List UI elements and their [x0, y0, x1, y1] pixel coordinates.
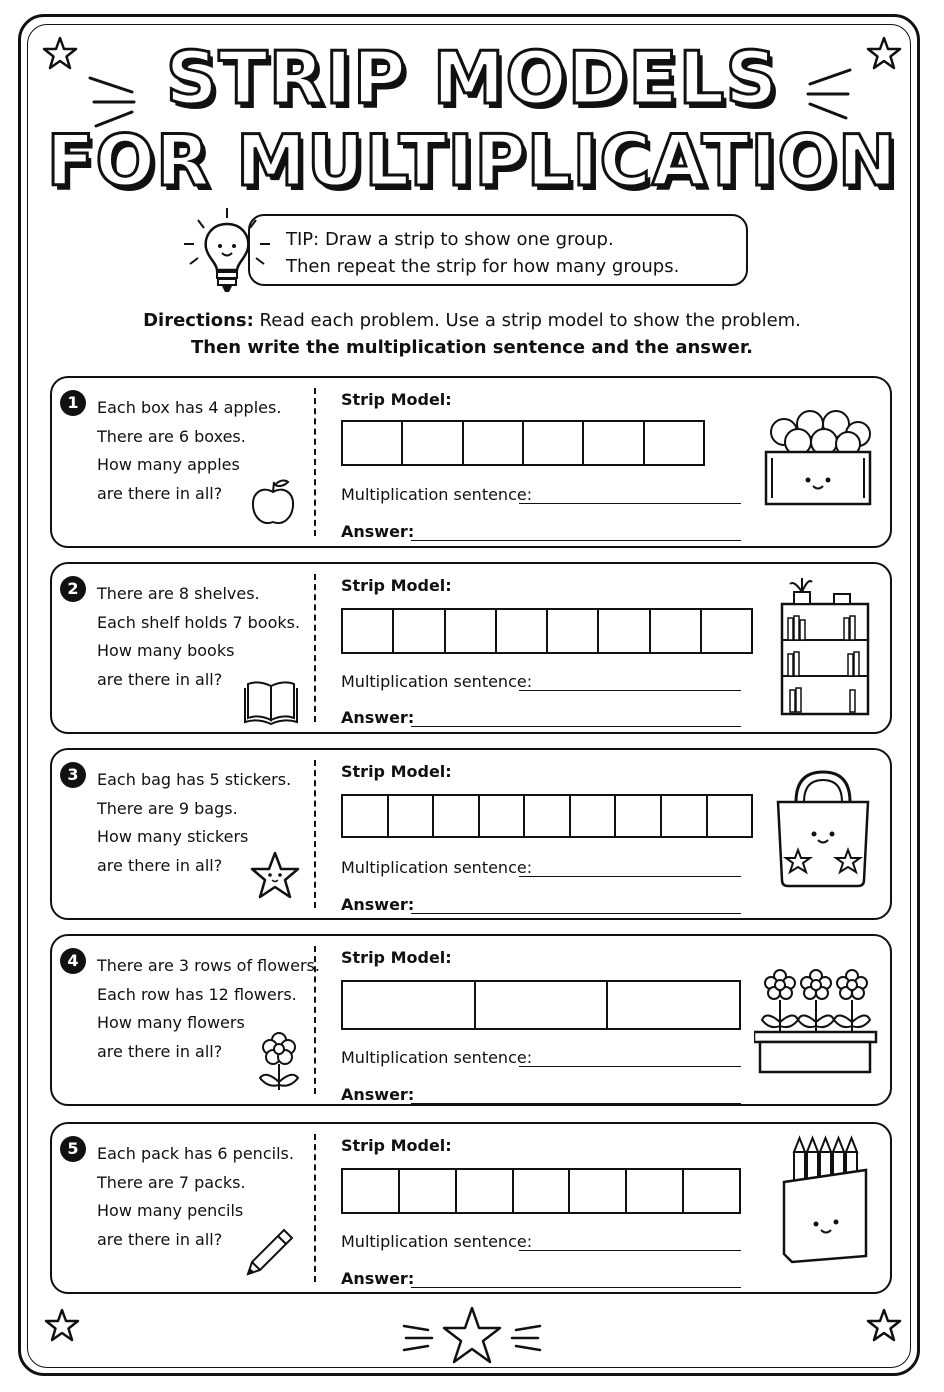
problem-number: 4	[60, 948, 86, 974]
strip-cell[interactable]	[684, 1170, 739, 1212]
strip-cell[interactable]	[570, 1170, 627, 1212]
problem-card	[50, 562, 892, 734]
strip-cell[interactable]	[514, 1170, 571, 1212]
multiplication-sentence-label: Multiplication sentence:	[341, 858, 533, 877]
strip-model-label: Strip Model:	[341, 390, 452, 409]
strip-cell[interactable]	[403, 422, 463, 464]
problem-text-line: There are 8 shelves.	[97, 584, 260, 603]
problem-card	[50, 748, 892, 920]
answer-line[interactable]	[411, 540, 741, 541]
strip-cell[interactable]	[662, 796, 708, 836]
flower-planter-icon	[754, 964, 878, 1076]
answer-line[interactable]	[411, 726, 741, 727]
problem-text-line: How many books	[97, 641, 235, 660]
multiplication-sentence-label: Multiplication sentence:	[341, 1232, 533, 1251]
problem-card	[50, 934, 892, 1106]
strip-cell[interactable]	[343, 982, 476, 1028]
problem-text-line: are there in all?	[97, 669, 223, 689]
multiplication-sentence-line[interactable]	[519, 503, 741, 504]
problem-text-line: are there in all?	[97, 855, 223, 875]
page-title-line1: STRIP MODELS	[165, 36, 779, 120]
strip-model-label: Strip Model:	[341, 576, 452, 595]
problem-text-line: How many stickers	[97, 827, 249, 846]
strip-cell[interactable]	[627, 1170, 684, 1212]
problem-number: 5	[60, 1136, 86, 1162]
strip-cell[interactable]	[651, 610, 702, 652]
directions-text-1: Read each problem. Use a strip model to show the problem.	[253, 310, 801, 331]
problem-card	[50, 376, 892, 548]
strip-cell[interactable]	[343, 422, 403, 464]
apple-crate-icon	[758, 402, 880, 514]
strip-cell[interactable]	[343, 796, 389, 836]
strip-model[interactable]	[341, 420, 705, 466]
strip-cell[interactable]	[608, 982, 739, 1028]
directions-label: Directions:	[143, 310, 254, 331]
problem-number: 3	[60, 762, 86, 788]
answer-label: Answer:	[341, 1085, 415, 1104]
strip-model[interactable]	[341, 1168, 741, 1214]
strip-cell[interactable]	[497, 610, 548, 652]
open-book-icon	[244, 674, 302, 726]
star-icon	[44, 1308, 80, 1344]
apple-icon	[248, 476, 302, 534]
problem-text-line: There are 7 packs.	[97, 1172, 246, 1192]
answer-label: Answer:	[341, 1269, 415, 1288]
strip-cell[interactable]	[343, 610, 394, 652]
strip-cell[interactable]	[457, 1170, 514, 1212]
answer-line[interactable]	[411, 1287, 741, 1288]
strip-cell[interactable]	[394, 610, 445, 652]
strip-cell[interactable]	[464, 422, 524, 464]
strip-cell[interactable]	[480, 796, 526, 836]
problem-text-line: are there in all?	[97, 1229, 223, 1249]
strip-cell[interactable]	[708, 796, 752, 836]
strip-cell[interactable]	[434, 796, 480, 836]
problem-text-line: are there in all?	[97, 1041, 223, 1061]
pencil-icon	[240, 1224, 300, 1282]
tip-box	[248, 214, 748, 286]
bottom-star-decoration	[400, 1304, 544, 1368]
problem-text-line: How many flowers	[97, 1013, 245, 1032]
answer-label: Answer:	[341, 708, 415, 727]
tote-bag-icon	[768, 764, 880, 894]
strip-model[interactable]	[341, 980, 741, 1030]
strip-model-label: Strip Model:	[341, 948, 452, 967]
strip-cell[interactable]	[702, 610, 751, 652]
problem-text-line: How many apples	[97, 455, 240, 474]
strip-model[interactable]	[341, 608, 753, 654]
strip-cell[interactable]	[343, 1170, 400, 1212]
problem-text-line: Each row has 12 flowers.	[97, 984, 297, 1004]
strip-cell[interactable]	[548, 610, 599, 652]
strip-cell[interactable]	[599, 610, 650, 652]
answer-label: Answer:	[341, 522, 415, 541]
strip-cell[interactable]	[389, 796, 435, 836]
strip-cell[interactable]	[446, 610, 497, 652]
strip-model-label: Strip Model:	[341, 762, 452, 781]
problem-text-line: There are 9 bags.	[97, 798, 238, 818]
strip-cell[interactable]	[524, 422, 584, 464]
multiplication-sentence-label: Multiplication sentence:	[341, 485, 533, 504]
strip-cell[interactable]	[645, 422, 703, 464]
multiplication-sentence-line[interactable]	[519, 690, 741, 691]
problem-number: 1	[60, 390, 86, 416]
star-icon	[866, 1308, 902, 1344]
tip-line-1: TIP: Draw a strip to show one group.	[286, 229, 614, 250]
answer-line[interactable]	[411, 1103, 741, 1104]
answer-line[interactable]	[411, 913, 741, 914]
problem-number: 2	[60, 576, 86, 602]
answer-label: Answer:	[341, 895, 415, 914]
problem-text-line: There are 6 boxes.	[97, 426, 246, 446]
pencil-pack-icon	[770, 1130, 880, 1270]
strip-cell[interactable]	[476, 982, 609, 1028]
problem-text-line: How many pencils	[97, 1201, 244, 1220]
strip-cell[interactable]	[616, 796, 662, 836]
problem-text-line: are there in all?	[97, 483, 223, 503]
burst-lines-icon	[804, 62, 854, 122]
star-icon	[248, 850, 302, 904]
problem-text-line: Each pack has 6 pencils.	[97, 1144, 294, 1163]
strip-cell[interactable]	[584, 422, 644, 464]
problem-text-line: Each shelf holds 7 books.	[97, 612, 301, 632]
multiplication-sentence-label: Multiplication sentence:	[341, 672, 533, 691]
strip-model-label: Strip Model:	[341, 1136, 452, 1155]
multiplication-sentence-line[interactable]	[519, 1066, 741, 1067]
tip-line-2: Then repeat the strip for how many groups.	[286, 256, 680, 277]
multiplication-sentence-line[interactable]	[519, 876, 741, 877]
strip-model[interactable]	[341, 794, 753, 838]
problem-text-line: There are 3 rows of flowers.	[97, 956, 320, 975]
strip-cell[interactable]	[571, 796, 617, 836]
flower-icon	[252, 1030, 306, 1096]
problem-text-line: Each box has 4 apples.	[97, 398, 282, 417]
multiplication-sentence-label: Multiplication sentence:	[341, 1048, 533, 1067]
directions-line-2: Then write the multiplication sentence and the answer.	[191, 337, 753, 358]
multiplication-sentence-line[interactable]	[519, 1250, 741, 1251]
page-title-line2: FOR MULTIPLICATION	[46, 120, 898, 202]
directions-line-1	[0, 310, 944, 331]
problem-text-line: Each bag has 5 stickers.	[97, 770, 292, 789]
strip-cell[interactable]	[525, 796, 571, 836]
strip-cell[interactable]	[400, 1170, 457, 1212]
burst-lines-icon	[88, 70, 138, 130]
bookshelf-icon	[768, 568, 886, 728]
problem-card	[50, 1122, 892, 1294]
